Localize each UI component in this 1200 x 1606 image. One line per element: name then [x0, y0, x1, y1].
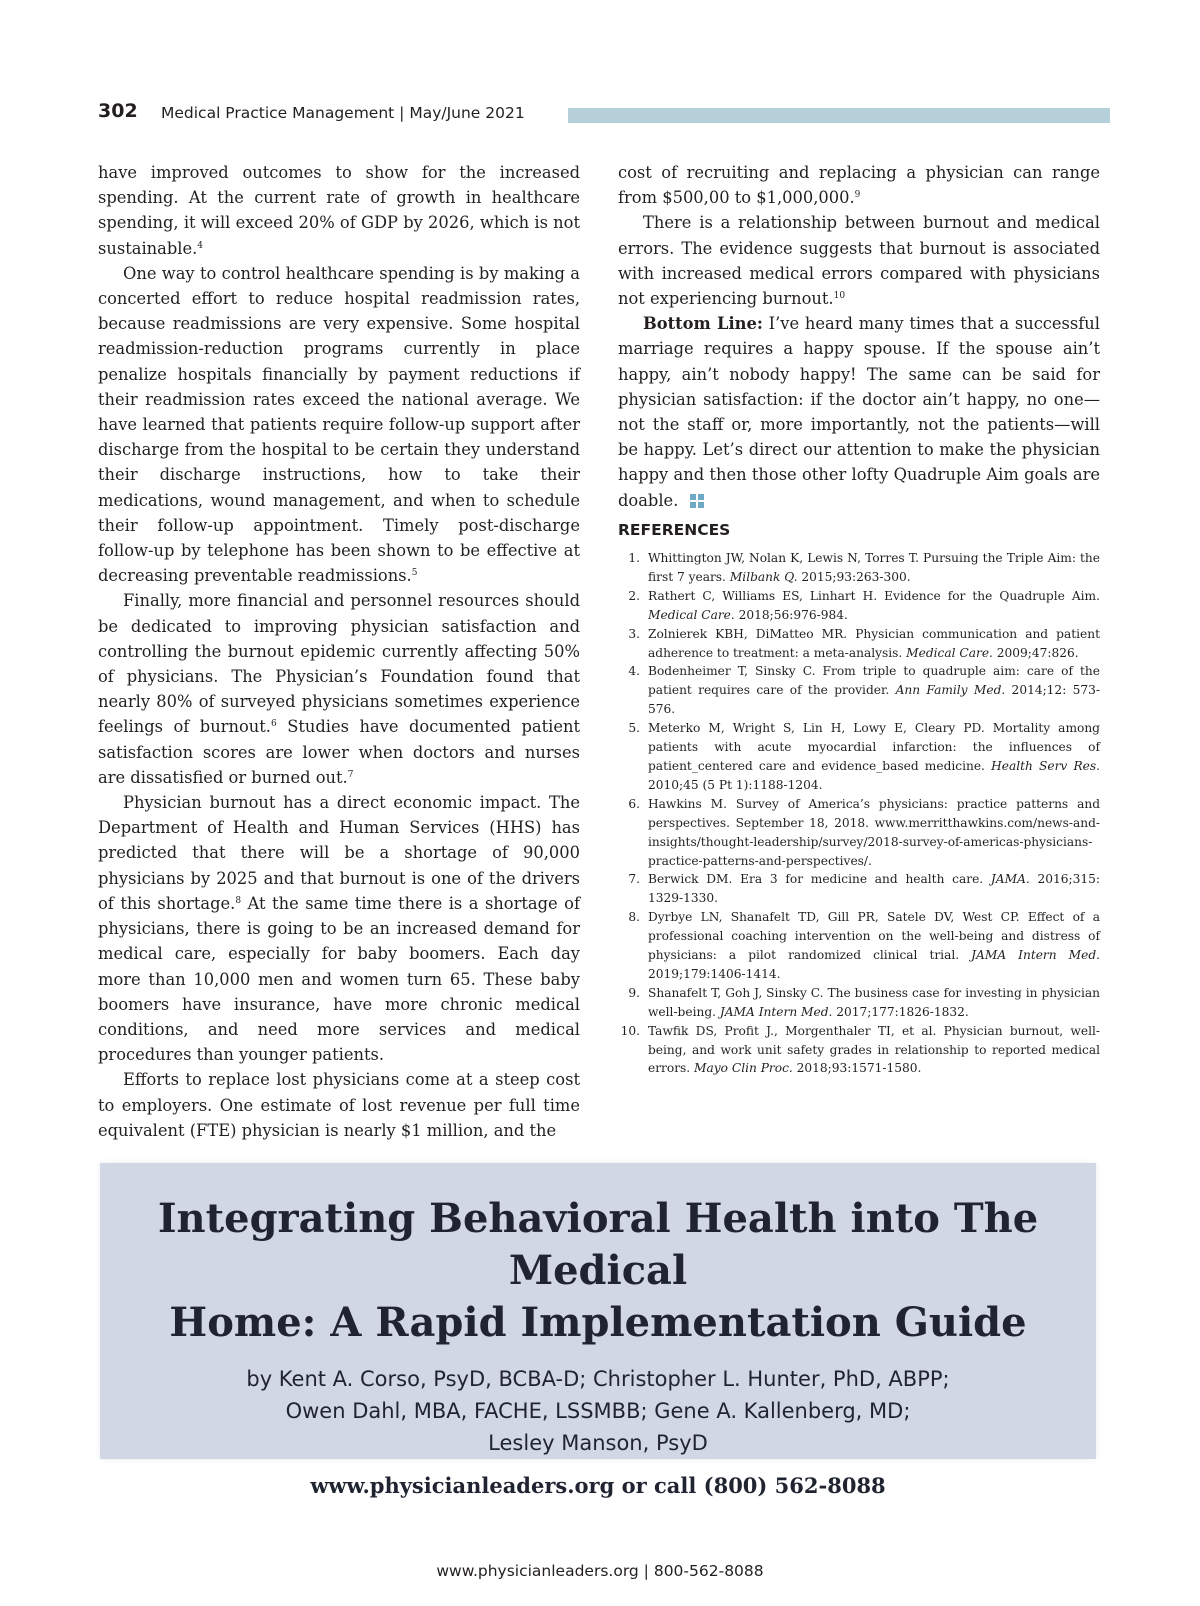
reference-item: 6. Hawkins M. Survey of America’s physicians: practice patterns and perspectives. September 18, 2018. www.merritthawkins.com/news-and-insights/thought-leadership/survey/2018-survey-of-americas-physicians-practice-patterns-and-perspectives/. [628, 796, 1100, 868]
ad-authors: by Kent A. Corso, PsyD, BCBA-D; Christopher L. Hunter, PhD, ABPP; Owen Dahl, MBA, FACHE, LSSMBB; Gene A. Kallenberg, MD; Lesley Manson, PsyD [246, 1367, 950, 1455]
bottom-line-label: Bottom Line: [643, 314, 763, 334]
footnote-ref: 5 [411, 568, 418, 579]
references-list [618, 549, 1100, 1078]
paragraph: Finally, more financial and personnel resources should be dedicated to improving physician satisfaction and controlling the burnout epidemic currently affecting 50% of physicians. The Physician’s Foundation found that nearly 80% of surveyed physicians sometimes experience feelings of burnout.$^6$ Studies have documented patient satisfaction scores are lower when doctors and nurses are dissatisfied or burned out.$^7$ [98, 591, 581, 787]
reference-item: 9. Shanafelt T, Goh J, Sinsky C. The business case for investing in physician well-being. JAMA Intern Med. 2017;177:1826-1832. [628, 985, 1100, 1019]
paragraph: have improved outcomes to show for the increased spending. At the current rate of growth in healthcare spending, it will exceed 20% of GDP by 2026, which is not sustainable.$^4$ [98, 163, 580, 258]
footnote-ref: 9 [854, 190, 861, 201]
page-number: 302 [98, 100, 138, 122]
page-header [98, 100, 1110, 130]
footnote-ref: 7 [347, 769, 354, 780]
paragraph: cost of recruiting and replacing a physician can range from $500,00 to $1,000,000.$^9$ [618, 163, 1100, 208]
book-advertisement [100, 1163, 1096, 1498]
paragraph: Physician burnout has a direct economic impact. The Department of Health and Human Services (HHS) has predicted that there will be a shortage of 90,000 physicians by 2025 and that burnout is one of the drivers of this shortage.$^8$ At the same time there is a shortage of physicians, there is going to be an increased demand for medical care, especially for baby boomers. Each day more than 10,000 men and women turn 65. These baby boomers have insurance, have more chronic medical conditions, and need more services and medical procedures than younger patients. [98, 793, 580, 1065]
bottom-line-paragraph: Bottom Line: I’ve heard many times that a successful marriage requires a happy spouse. If the spouse ain’t happy, ain’t nobody happy! The same can be said for physician satisfaction: if the doctor ain’t happy, no one—not the staff or, more importantly, not the patients—will be happy. Let’s direct our attention to make the physician happy and then those other lofty Quadruple Aim goals are doable. [618, 314, 1100, 510]
page-footer: www.physicianleaders.org | 800-562-8088 [436, 1562, 764, 1580]
reference-item: 7. Berwick DM. Era 3 for medicine and health care. JAMA. 2016;315: 1329-1330. [628, 872, 1100, 906]
reference-item: 4. Bodenheimer T, Sinsky C. From triple to quadruple aim: care of the patient requires care of the provider. Ann Family Med. 2014;12: 573-576. [628, 664, 1100, 717]
left-column [98, 160, 580, 1143]
reference-item: 2. Rathert C, Williams ES, Linhart H. Evidence for the Quadruple Aim. Medical Care. 2018;56:976-984. [628, 588, 1100, 622]
right-column [618, 160, 1100, 513]
paragraph: Efforts to replace lost physicians come at a steep cost to employers. One estimate of lost revenue per full time equivalent (FTE) physician is nearly $1 million, and the [98, 1070, 580, 1140]
reference-item: 5. Meterko M, Wright S, Lin H, Lowy E, Cleary PD. Mortality among patients with acute myocardial infarction: the influences of patient_centered care and evidence_based medicine. Health Serv Res. 2010;45 (5 Pt 1):1188-1204. [628, 721, 1100, 792]
footnote-ref: 6 [270, 719, 277, 730]
end-of-article-icon [690, 494, 704, 508]
running-head: Medical Practice Management | May/June 2021 [161, 104, 525, 122]
footnote-ref: 8 [235, 895, 242, 906]
header-bar [568, 108, 1110, 123]
paragraph: There is a relationship between burnout and medical errors. The evidence suggests that burnout is associated with increased medical errors compared with physicians not experiencing burnout.$^{10}$ [618, 213, 1100, 309]
references-heading: REFERENCES [618, 521, 731, 539]
reference-item: 1. Whittington JW, Nolan K, Lewis N, Torres T. Pursuing the Triple Aim: the first 7 years. Milbank Q. 2015;93:263-300. [628, 551, 1100, 584]
footnote-ref: 4 [197, 240, 204, 251]
footnote-ref: 10 [833, 291, 846, 302]
ad-contact: www.physicianleaders.org or call (800) 562-8088 [310, 1473, 886, 1498]
ad-title: Integrating Behavioral Health into The Medical Home: A Rapid Implementation Guide [157, 1195, 1039, 1346]
reference-item: 3. Zolnierek KBH, DiMatteo MR. Physician communication and patient adherence to treatment: a meta-analysis. Medical Care. 2009;47:826. [628, 626, 1100, 660]
reference-item: 10. Tawfik DS, Profit J., Morgenthaler TI, et al. Physician burnout, well-being, and work unit safety grades in relationship to reported medical errors. Mayo Clin Proc. 2018;93:1571-1580. [620, 1023, 1100, 1076]
reference-item: 8. Dyrbye LN, Shanafelt TD, Gill PR, Satele DV, West CP. Effect of a professional coaching intervention on the well-being and distress of physicians: a pilot randomized clinical trial. JAMA Intern Med. 2019;179:1406-1414. [628, 910, 1100, 981]
paragraph: One way to control healthcare spending is by making a concerted effort to reduce hospital readmission rates, because readmissions are very expensive. Some hospital readmission-reduction programs currently in place penalize hospitals financially by payment reductions if their readmission rates exceed the national average. We have learned that patients require follow-up support after discharge from the hospital to be certain they understand their discharge instructions, how to take their medications, wound management, and when to schedule their follow-up appointment. Timely post-discharge follow-up by telephone has been shown to be effective at decreasing preventable readmissions.$^5$ [98, 263, 580, 586]
